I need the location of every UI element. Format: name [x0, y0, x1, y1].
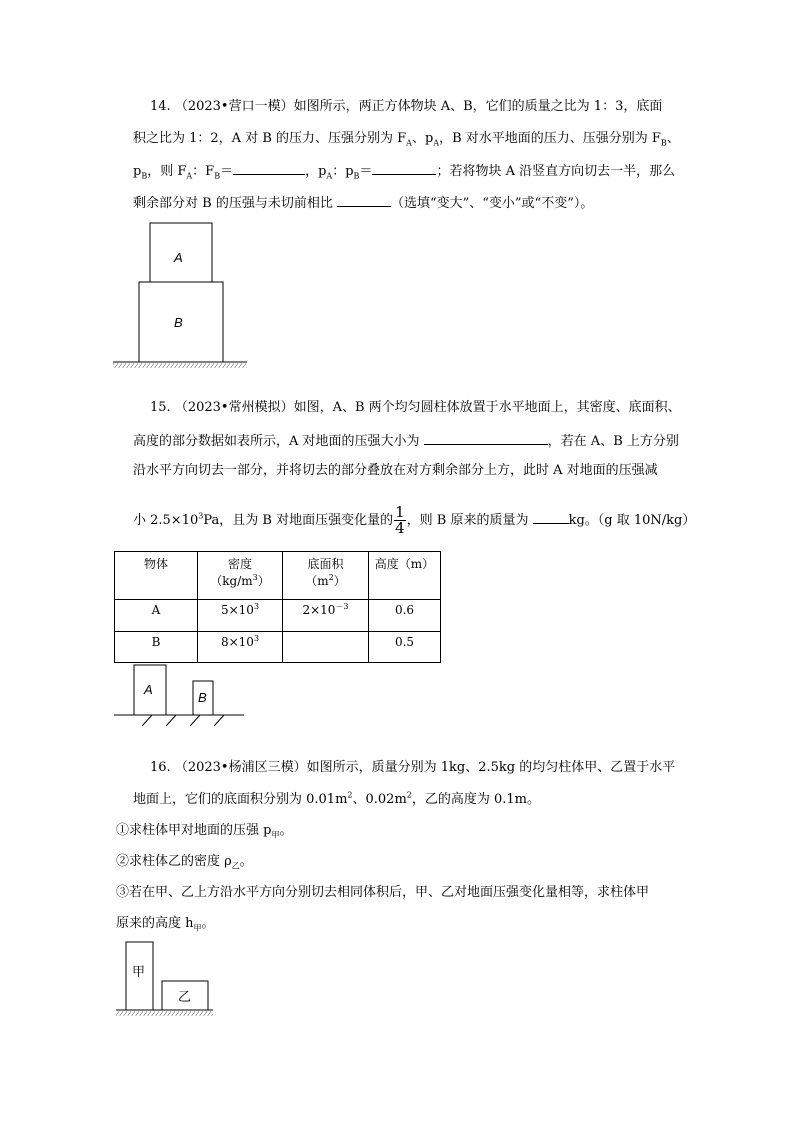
- q16-item-2: ②求柱体乙的密度 $\rho_乙$。: [116, 854, 253, 871]
- q16-number: 16.: [150, 760, 171, 775]
- q15-line-3: 沿水平方向切去一部分，并将切去的部分叠放在对方剩余部分上方，此时 A 对地面的压强减: [133, 463, 658, 478]
- q15-answer-blank-pressure[interactable]: [424, 432, 548, 445]
- q15-fraction: $\frac{1}{4}$: [395, 503, 405, 537]
- q15-number: 15.: [150, 400, 171, 415]
- q15-label-b: B: [198, 690, 207, 705]
- q14-answer-blank-force-ratio[interactable]: [233, 162, 305, 175]
- q15-line-1: 15. （2023•常州模拟）如图，A、B 两个均匀圆柱体放置于水平地面上，其密度、底面积、: [150, 400, 681, 415]
- q14-source: （2023•营口一模）: [174, 99, 294, 114]
- q14-label-a: A: [174, 250, 183, 265]
- q16-line-1: 16. （2023•杨浦区三模）如图所示，质量分别为 1kg、2.5kg 的均匀柱体甲、乙置于水平: [150, 760, 676, 775]
- q15-line-4: 小 $2.5\times 10^3Pa$，且为 B 对地面压强变化量的 $\frac{1}{4}$ ，则 B 原来的质量为 kg。（g 取 10N/kg）: [133, 503, 696, 537]
- q16-line-2: 地面上，它们的底面积分别为 $0.01m^2$、$0.02m^2$，乙的高度为 0.1m。: [133, 790, 541, 807]
- table-header-height: 高度（m）: [369, 552, 441, 600]
- q16-label-yi: 乙: [178, 990, 192, 1005]
- table-row: B $8\times 10^3$ 0.5: [115, 632, 441, 663]
- table-header-object: 物体: [115, 552, 198, 600]
- q14-label-b: B: [174, 315, 183, 330]
- q15-answer-blank-mass[interactable]: [533, 511, 569, 524]
- q14-line-4: 剩余部分对 B 的压强与未切前相比 （选填“变大”、“变小”或“不变”）。: [133, 196, 594, 211]
- table-header-density: 密度 $(kg/m^3)$: [198, 552, 283, 600]
- q14-line-1: 14. （2023•营口一模）如图所示，两正方体物块 A、B，它们的质量之比为 1：3，底面: [150, 99, 663, 114]
- q14-ground-hatch: [113, 363, 247, 368]
- q16-ground-hatch: [116, 1011, 213, 1016]
- q16-source: （2023•杨浦区三模）: [174, 760, 307, 775]
- table-header-area: 底面积 $(m^2)$: [283, 552, 369, 600]
- q15-source: （2023•常州模拟）: [174, 400, 294, 415]
- q16-label-jia: 甲: [132, 965, 146, 980]
- q15-data-table: [114, 551, 441, 663]
- q14-figure: [110, 220, 250, 376]
- q16-figure: [114, 938, 216, 1022]
- q16-item-3-line-1: ③若在甲、乙上方沿水平方向分别切去相同体积后，甲、乙对地面压强变化量相等，求柱体甲: [116, 885, 650, 900]
- q15-label-a: A: [144, 682, 153, 697]
- q14-line-2: 积之比为 1：2，A 对 B 的压力、压强分别为 $F_A$、$p_A$，B 对水平地面的压力、压强分别为 $F_B$、: [133, 131, 680, 148]
- table-row: A $5\times 10^3$ $2\times 10^{-3}$ 0.6: [115, 600, 441, 632]
- table-header-row: [115, 552, 441, 600]
- q14-number: 14.: [150, 99, 171, 114]
- q15-figure: [114, 662, 248, 728]
- q16-item-3-line-2: 原来的高度 $h_甲$。: [116, 916, 215, 933]
- q14-answer-blank-pressure-change[interactable]: [337, 194, 391, 207]
- q14-answer-blank-pressure-ratio[interactable]: [372, 162, 436, 175]
- q16-item-1: ①求柱体甲对地面的压强 $p_甲$。: [116, 823, 293, 840]
- q14-line-3: $p_B$，则 $F_A$：$F_B=$ ，$p_A$：$p_B=$ ；若将物块 A 沿竖直方向切去一半，那么: [133, 164, 676, 181]
- q15-line-2: 高度的部分数据如表所示，A 对地面的压强大小为 ，若在 A、B 上方分别: [133, 434, 679, 449]
